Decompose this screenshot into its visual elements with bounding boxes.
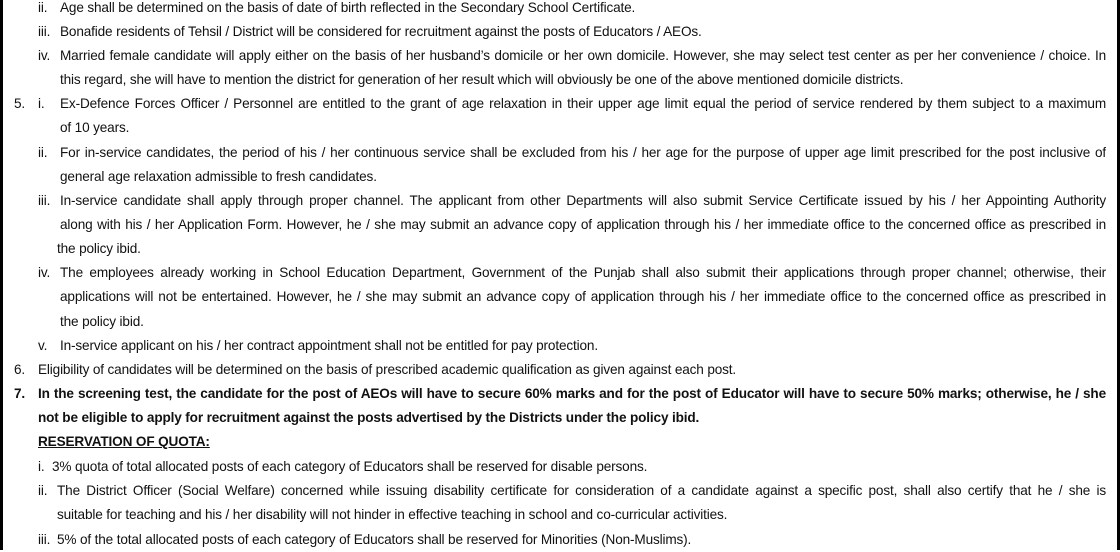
- item-number: iv.: [38, 265, 51, 280]
- item-text-line: The District Officer (Social Welfare) concerned while issuing disability certificate for consideration of a candidate against a specific post, shall also certify that he / she is: [57, 483, 1106, 498]
- item-text-line: In-service candidate shall apply through proper channel. The applicant from other Departments will also submit Service Certificate issued by his / her Appointing Authority: [60, 193, 1106, 208]
- item-text-line: Ex-Defence Forces Officer / Personnel are entitled to the grant of age relaxation in their upper age limit equal the period of service rendered by them subject to a maximum: [60, 96, 1106, 111]
- section-heading: RESERVATION OF QUOTA:: [38, 434, 210, 449]
- item-text-line: applications will not be entertained. However, he / she may submit an advance copy of application through his / her immediate office to the concerned office as prescribed in: [60, 289, 1106, 304]
- item-text-line: Married female candidate will apply either on the basis of her husband’s domicile or her own domicile. However, she may select test center as per her convenience / choice. In: [60, 48, 1106, 63]
- item-text: In-service applicant on his / her contract appointment shall not be entitled for pay protection.: [60, 338, 598, 353]
- item-text-line: of 10 years.: [60, 120, 130, 135]
- item-number: v.: [38, 338, 48, 353]
- item-number: ii.: [38, 0, 48, 15]
- section-number: 6.: [14, 362, 26, 377]
- page-border-left: [0, 0, 3, 550]
- item-text: 3% quota of total allocated posts of each category of Educators shall be reserved for disable persons.: [52, 459, 648, 474]
- item-text-line: this regard, she will have to mention the district for generation of her result which will obviously be one of the above mentioned domicile districts.: [60, 72, 904, 87]
- item-number: ii.: [38, 483, 48, 498]
- item-number: i.: [38, 459, 45, 474]
- section-number: 5.: [14, 96, 26, 111]
- section-number: 7.: [14, 386, 26, 401]
- item-number: iv.: [38, 48, 51, 63]
- item-text: Bonafide residents of Tehsil / District will be considered for recruitment against the posts of Educators / AEOs.: [60, 24, 702, 39]
- item-text-line: the policy ibid.: [60, 314, 144, 329]
- item-number: iii.: [38, 532, 51, 547]
- item-text-line: The employees already working in School Education Department, Government of the Punjab shall also submit their applications through proper channel; otherwise, their: [60, 265, 1106, 280]
- item-text-line: For in-service candidates, the period of his / her continuous service shall be excluded from his / her age for the purpose of upper age limit prescribed for the post inclusive of: [60, 145, 1106, 160]
- item-text-line: general age relaxation admissible to fresh candidates.: [60, 169, 377, 184]
- item-number: iii.: [38, 24, 51, 39]
- item-text-line: In the screening test, the candidate for the post of AEOs will have to secure 60% marks and for the post of Educator will have to secure 50% marks; otherwise, he / she: [38, 386, 1106, 401]
- item-number: iii.: [38, 193, 51, 208]
- item-text: 5% of the total allocated posts of each category of Educators shall be reserved for Minorities (Non-Muslims).: [57, 532, 692, 547]
- item-text-line: not be eligible to apply for recruitment against the posts advertised by the Districts under the policy ibid.: [38, 410, 700, 425]
- item-number: ii.: [38, 145, 48, 160]
- item-number: i.: [38, 96, 45, 111]
- item-text: Age shall be determined on the basis of date of birth reflected in the Secondary School Certificate.: [60, 0, 636, 15]
- item-text: Eligibility of candidates will be determined on the basis of prescribed academic qualification as given against each post.: [38, 362, 737, 377]
- item-text-line: the policy ibid.: [57, 241, 141, 256]
- item-text-line: along with his / her Application Form. However, he / she may submit an advance copy of application through his / her immediate office to the concerned office as prescribed in: [60, 217, 1106, 232]
- item-text-line: suitable for teaching and his / her disability will not hinder in effective teaching in school and co-curricular activities.: [57, 507, 728, 522]
